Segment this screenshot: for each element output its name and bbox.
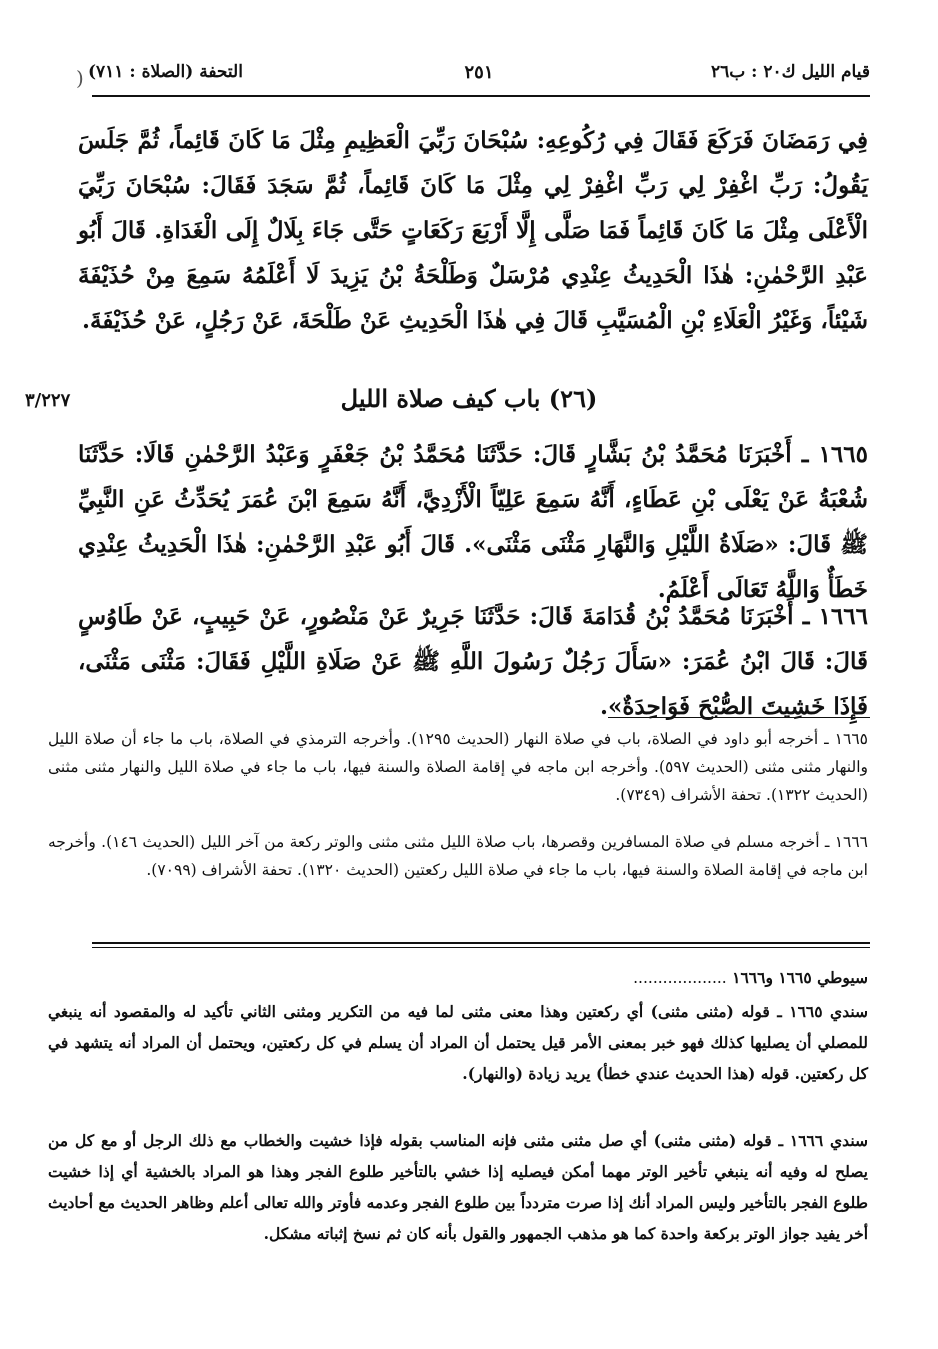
footnote-divider [608, 717, 870, 718]
hadith-1666: ١٦٦٦ ـ أَخْبَرَنَا مُحَمَّدُ بْنُ قُدَامَةَ قَالَ: حَدَّثَنَا جَرِيرٌ عَنْ مَنْصُورٍ، عَنْ حَبِيبٍ، عَنْ طَاوُسٍ قَالَ: قَالَ ابْنُ عُمَرَ: «سَأَلَ رَجُلٌ رَسُولَ اللَّهِ ﷺ عَنْ صَلَاةِ اللَّيْلِ فَقَالَ: مَثْنَى مَثْنَى، فَإِذَا خَشِيتَ الصُّبْحَ فَوَاحِدَةٌ». [78, 603, 868, 720]
hadith-1665: ١٦٦٥ ـ أَخْبَرَنَا مُحَمَّدُ بْنُ بَشَّارٍ قَالَ: حَدَّثَنَا مُحَمَّدُ بْنُ جَعْفَرٍ وَعَبْدُ الرَّحْمٰنِ قَالَا: حَدَّثَنَا شُعْبَةُ عَنْ يَعْلَى بْنِ عَطَاءٍ، أَنَّهُ سَمِعَ عَلِيّاً الْأَزْدِيَّ، أَنَّهُ سَمِعَ ابْنَ عُمَرَ يُحَدِّثُ عَنِ النَّبِيِّ ﷺ قَالَ: «صَلَاةُ اللَّيْلِ وَالنَّهَارِ مَثْنَى مَثْنَى». قَالَ أَبُو عَبْدِ الرَّحْمٰنِ: هٰذَا الْحَدِيثُ عِنْدِي خَطَأٌ وَاللَّهُ تَعَالَى أَعْلَمُ. [78, 441, 868, 603]
commentary-divider [92, 942, 870, 944]
page-header [88, 58, 870, 90]
suyuti-commentary-heading [48, 962, 868, 994]
header-divider [92, 95, 870, 97]
header-tuhfa-ref: التحفة (الصلاة : ٧١١) [88, 62, 243, 82]
suyuti-dots: ................... [633, 969, 727, 987]
suyuti-label: سيوطي ١٦٦٥ و١٦٦٦ [732, 968, 868, 987]
page-number: ٢٥١ [464, 62, 494, 83]
chapter-title: (٢٦) باب كيف صلاة الليل [340, 384, 598, 413]
footnote-1665: ١٦٦٥ ـ أخرجه أبو داود في الصلاة، باب في صلاة النهار (الحديث ١٢٩٥). وأخرجه الترمذي في الصلاة، باب ما جاء أن صلاة الليل والنهار مثنى مثنى (الحديث ٥٩٧). وأخرجه ابن ماجه في إقامة الصلاة والسنة فيها، باب ما جاء في صلاة الليل والنهار مثنى مثنى (الحديث ١٣٢٢). تحفة الأشراف (٧٣٤٩). [48, 730, 868, 804]
intro-paragraph: فِي رَمَضَانَ فَرَكَعَ فَقَالَ فِي رُكُوعِهِ: سُبْحَانَ رَبِّيَ الْعَظِيمِ مِثْلَ مَا كَانَ قَائِماً، ثُمَّ جَلَسَ يَقُولُ: رَبِّ اغْفِرْ لِي رَبِّ اغْفِرْ لِي مِثْلَ مَا كَانَ قَائِماً، ثُمَّ سَجَدَ فَقَالَ: سُبْحَانَ رَبِّيَ الْأَعْلَى مِثْلَ مَا كَانَ قَائِماً فَمَا صَلَّى إِلَّا أَرْبَعَ رَكَعَاتٍ حَتَّى جَاءَ بِلَالٌ إِلَى الْغَدَاةِ. قَالَ أَبُو عَبْدِ الرَّحْمٰنِ: هٰذَا الْحَدِيثُ عِنْدِي مُرْسَلٌ وَطَلْحَةُ بْنُ يَزِيدَ لَا أَعْلَمُهُ سَمِعَ مِنْ حُذَيْفَةَ شَيْئاً، وَغَيْرُ الْعَلَاءِ بْنِ الْمُسَيَّبِ قَالَ فِي هٰذَا الْحَدِيثِ عَنْ طَلْحَةَ، عَنْ رَجُلٍ، عَنْ حُذَيْفَةَ. [78, 127, 868, 334]
chapter-volume-ref: ٣/٢٢٧ [25, 390, 71, 411]
footnote-1666: ١٦٦٦ ـ أخرجه مسلم في صلاة المسافرين وقصرها، باب صلاة الليل مثنى مثنى والوتر ركعة من آخر الليل (الحديث ١٤٦). وأخرجه ابن ماجه في إقامة الصلاة والسنة فيها، باب ما جاء في صلاة الليل ركعتين (الحديث ١٣٢٠). تحفة الأشراف (٧٠٩٩). [48, 833, 869, 879]
sindi-commentary-1666: سندي ١٦٦٦ ـ قوله (مثنى مثنى) أي صل مثنى مثنى فإنه المناسب بقوله فإذا خشيت والخطاب مع ذلك الرجل أو مع كل من يصلح له وفيه أنه ينبغي تأخير الوتر مهما أمكن فيصليه إذا خشي بالتأخير طلوع الفجر وهذا هو المراد بالخشية أي إذا خشيت طلوع الفجر بالتأخير وليس المراد أنك إذا صرت متردداً بين طلوع الفجر وعدمه فأوتر والله تعالى أعلم وظاهر الحديث مع أحاديث أخر يفيد جواز الوتر بركعة واحدة كما هو مذهب الجمهور والقول بأنه كان ثم نسخ إثباته مشكل. [48, 1131, 868, 1243]
header-chapter-ref: قيام الليل ك٢٠ : ب٢٦ [710, 62, 870, 82]
margin-bracket-mark: ) [76, 66, 84, 90]
commentary-divider-thin [92, 947, 870, 948]
sindi-commentary-1665: سندي ١٦٦٥ ـ قوله (مثنى مثنى) أي ركعتين وهذا معنى مثنى لما فيه من التكرير ومثنى الثاني تأكيد له والمقصود أنه ينبغي للمصلي أن يصليها كذلك فهو خبر بمعنى الأمر قيل يحتمل أن المراد أن يسلم في كل ركعتين، ويحتمل أن المراد أنه يتشهد في كل ركعتين. قوله (هذا الحديث عندي خطأ) يريد زيادة (والنهار). [48, 1002, 868, 1083]
